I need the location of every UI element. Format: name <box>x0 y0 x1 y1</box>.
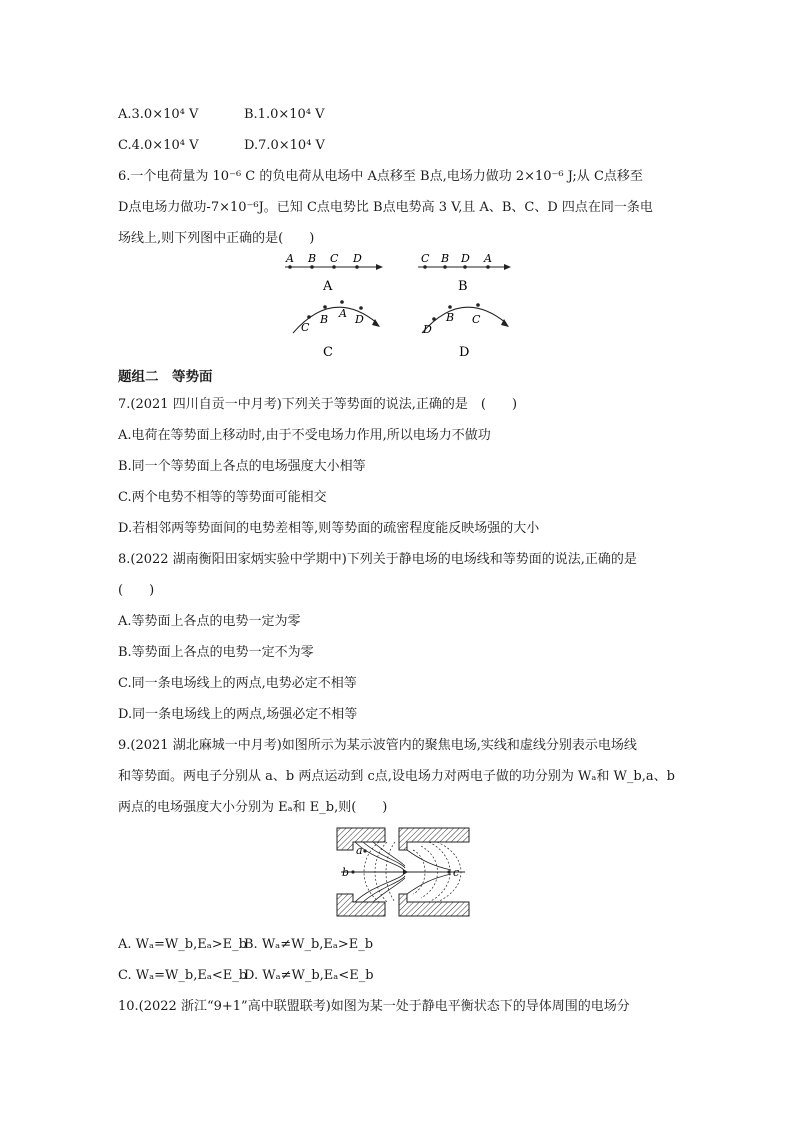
q9-point-c-label: c <box>453 866 460 879</box>
fig-b-caption: B <box>458 279 468 294</box>
fig-a-point-4: D <box>353 252 362 265</box>
q8-option-a: A.等势面上各点的电势一定为零 <box>118 614 301 629</box>
fig-c-point-1: C <box>301 321 310 334</box>
q7-option-a: A.电荷在等势面上移动时,由于不受电场力作用,所以电场力不做功 <box>118 428 491 443</box>
fig-d-point-1: D <box>423 323 432 336</box>
q8-option-d: D.同一条电场线上的两点,场强必定不相等 <box>118 707 358 722</box>
q9-stem-line1: 9.(2021 湖北麻城一中月考)如图所示为某示波管内的聚焦电场,实线和虚线分别表示电场线 <box>118 738 637 753</box>
q9-option-c: C. Wₐ=W_b,Eₐ<E_b <box>118 968 248 983</box>
q7-option-b: B.同一个等势面上各点的电场强度大小相等 <box>118 459 366 474</box>
fig-c-point-3: A <box>339 307 347 320</box>
q9-point-b-label: b <box>342 866 350 879</box>
q6-figure-b <box>412 250 522 295</box>
fig-a-point-3: C <box>330 252 339 265</box>
fig-c-point-4: D <box>355 313 364 326</box>
fig-a-point-2: B <box>308 252 317 265</box>
q9-option-b: B. Wₐ≠W_b,Eₐ>E_b <box>244 937 374 952</box>
q9-option-d: D. Wₐ≠W_b,Eₐ<E_b <box>244 968 374 983</box>
q9-option-a: A. Wₐ=W_b,Eₐ>E_b <box>118 937 247 952</box>
q6-figure-c <box>285 295 395 360</box>
q5-option-a: A.3.0×10⁴ V <box>118 107 199 122</box>
fig-a-point-1: A <box>286 252 294 265</box>
q6-stem-line1: 6.一个电荷量为 10⁻⁶ C 的负电荷从电场中 A点移至 B点,电场力做功 2×10⁻⁶ J;从 C点移至 <box>118 169 643 184</box>
q6-figure-d <box>416 295 526 360</box>
q8-stem-line2: ( ) <box>118 583 155 598</box>
fig-b-point-3: D <box>461 252 470 265</box>
q6-figure-a <box>280 250 390 295</box>
q10-stem-line1: 10.(2022 浙江“9+1”高中联盟联考)如图为某一处于静电平衡状态下的导体周围的电场分 <box>118 999 630 1014</box>
fig-c-point-2: B <box>320 313 329 326</box>
fig-c-caption: C <box>323 345 333 360</box>
q5-option-b: B.1.0×10⁴ V <box>244 107 325 122</box>
group2-heading: 题组二 等势面 <box>118 369 213 385</box>
fig-d-point-3: C <box>472 313 481 326</box>
fig-b-point-4: A <box>484 252 492 265</box>
q7-option-c: C.两个电势不相等的等势面可能相交 <box>118 490 327 505</box>
q7-stem: 7.(2021 四川自贡一中月考)下列关于等势面的说法,正确的是 ( ) <box>118 397 518 412</box>
q9-stem-line2: 和等势面。两电子分别从 a、b 两点运动到 c点,设电场力对两电子做的功分别为 Wₐ和 W_b,a、b <box>118 769 675 784</box>
q7-option-d: D.若相邻两等势面间的电势差相等,则等势面的疏密程度能反映场强的大小 <box>118 521 540 536</box>
q5-option-d: D.7.0×10⁴ V <box>244 138 325 153</box>
q5-option-c: C.4.0×10⁴ V <box>118 138 199 153</box>
q8-option-b: B.等势面上各点的电势一定不为零 <box>118 645 314 660</box>
q8-stem-line1: 8.(2022 湖南衡阳田家炳实验中学期中)下列关于静电场的电场线和等势面的说法,正确的是 <box>118 552 637 567</box>
fig-d-caption: D <box>459 345 470 360</box>
q9-point-a-label: a <box>356 844 363 857</box>
fig-d-point-2: B <box>446 311 455 324</box>
fig-b-point-2: B <box>441 252 450 265</box>
fig-a-caption: A <box>323 279 333 294</box>
q9-stem-line3: 两点的电场强度大小分别为 Eₐ和 E_b,则( ) <box>118 800 388 815</box>
q8-option-c: C.同一条电场线上的两点,电势必定不相等 <box>118 676 357 691</box>
q6-stem-line2: D点电场力做功-7×10⁻⁶J。已知 C点电势比 B点电势高 3 V,且 A、B、C、D 四点在同一条电 <box>118 200 653 215</box>
q9-focusing-field-figure <box>333 824 473 920</box>
q6-stem-line3: 场线上,则下列图中正确的是( ) <box>118 231 315 246</box>
fig-b-point-1: C <box>421 252 430 265</box>
